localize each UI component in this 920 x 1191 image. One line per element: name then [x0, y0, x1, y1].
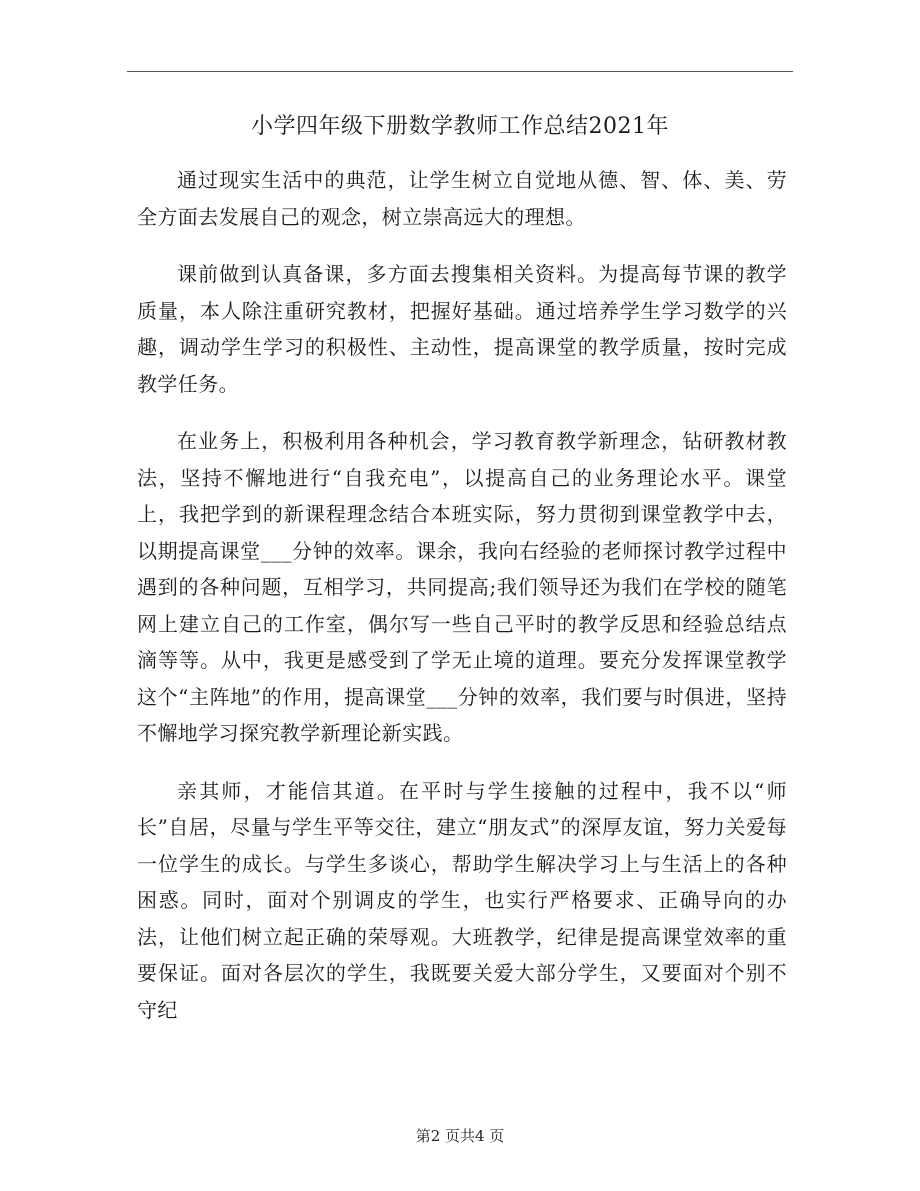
paragraph-2: 课前做到认真备课，多方面去搜集相关资料。为提高每节课的教学质量，本人除注重研究教材，把握好基础。通过培养学生学习数学的兴趣，调动学生学习的积极性、主动性，提高课堂的教学质量，按时完成教学任务。	[137, 262, 787, 396]
paragraph-1: 通过现实生活中的典范，让学生树立自觉地从德、智、体、美、劳全方面去发展自己的观念，树立崇高远大的理想。	[137, 168, 787, 229]
document-title: 小学四年级下册数学教师工作总结2021年	[251, 114, 669, 139]
document-body	[137, 162, 787, 1049]
page-number: 第2 页共4 页	[415, 1127, 505, 1145]
header-divider	[127, 71, 793, 72]
paragraph-3: 在业务上，积极利用各种机会，学习教育教学新理念，钻研教材教法，坚持不懈地进行“自我充电”，以提高自己的业务理论水平。课堂上，我把学到的新课程理念结合本班实际，努力贯彻到课堂教学中去，以期提高课堂___分钟的效率。课余，我向右经验的老师探讨教学过程中遇到的各种问题，互相学习，共同提高;我们领导还为我们在学校的随笔网上建立自己的工作室，偶尔写一些自己平时的教学反思和经验总结点滴等等。从中，我更是感受到了学无止境的道理。要充分发挥课堂教学这个“主阵地”的作用，提高课堂___分钟的效率，我们要与时俱进，坚持不懈地学习探究教学新理论新实践。	[137, 429, 787, 745]
paragraph-4: 亲其师，才能信其道。在平时与学生接触的过程中，我不以“师长”自居，尽量与学生平等交往，建立“朋友式”的深厚友谊，努力关爱每一位学生的成长。与学生多谈心，帮助学生解决学习上与生活上的各种困惑。同时，面对个别调皮的学生，也实行严格要求、正确导向的办法，让他们树立起正确的荣辱观。大班教学，纪律是提高课堂效率的重要保证。面对各层次的学生，我既要关爱大部分学生，又要面对个别不守纪	[137, 778, 787, 1022]
